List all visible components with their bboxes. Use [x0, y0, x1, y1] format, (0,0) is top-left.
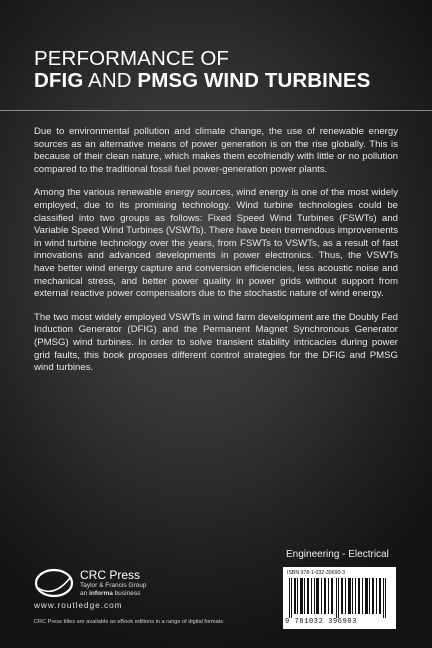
barcode-digits: 9 781032 396903	[285, 618, 358, 626]
isbn-number: ISBN 978-1-032-39690-3	[287, 570, 345, 576]
publisher-url: www.routledge.com	[34, 601, 123, 610]
title-line-2	[34, 70, 414, 92]
book-description	[34, 126, 398, 386]
subject-category: Engineering - Electrical	[286, 549, 389, 560]
description-paragraph-2: Among the various renewable energy sources, wind energy is one of the most widely employed, due to its promising technology. Wind turbine technologies could be classified into two groups as follows: Fixed Speed Wind Turbines (FSWTs) and Variable Speed Wind Turbines (VSWTs). There have been tremendous improvements in wind turbine technology over the years, from FSWTs to VSWTs, as a result of fast innovations and advanced developments in power electronics. Thus, the VSWTs have better wind energy capture and conversion efficiencies, less acoustic noise and mechanical stress, and better power quality in power grids without support from external reactive power compensators due to the stochastic nature of wind energy.	[34, 187, 398, 300]
publisher-informa: an informa business	[80, 590, 141, 597]
title-line-1: PERFORMANCE OF	[34, 47, 230, 70]
title-pmsg: PMSG WIND TURBINES	[137, 69, 371, 92]
title-and: AND	[83, 69, 138, 92]
isbn-barcode	[283, 567, 396, 629]
book-title	[34, 48, 414, 92]
title-dfig: DFIG	[34, 69, 84, 92]
barcode-icon	[287, 578, 392, 618]
title-divider	[0, 110, 432, 111]
publisher-name: CRC Press	[80, 568, 141, 582]
publisher-group: Taylor & Francis Group	[80, 582, 147, 589]
description-paragraph-3: The two most widely employed VSWTs in wind farm development are the Doubly Fed Induction Generator (DFIG) and the Permanent Magnet Synchronous Generator (PMSG) wind turbines. In order to solve transient stability intricacies during power grid faults, this book proposes different control strategies for the DFIG and PMSG wind turbines.	[34, 311, 398, 374]
crc-press-logo-icon	[34, 568, 74, 598]
ebook-footnote: CRC Press titles are available as eBook editions in a range of digital formats	[34, 619, 224, 625]
description-paragraph-1: Due to environmental pollution and climate change, the use of renewable energy sources as an alternative means of power generation is on the rise globally. This is because of their clean nature, which makes them ecofriendly with little or no pollution compared to the traditional fossil fuel power-generation power plants.	[34, 126, 398, 175]
